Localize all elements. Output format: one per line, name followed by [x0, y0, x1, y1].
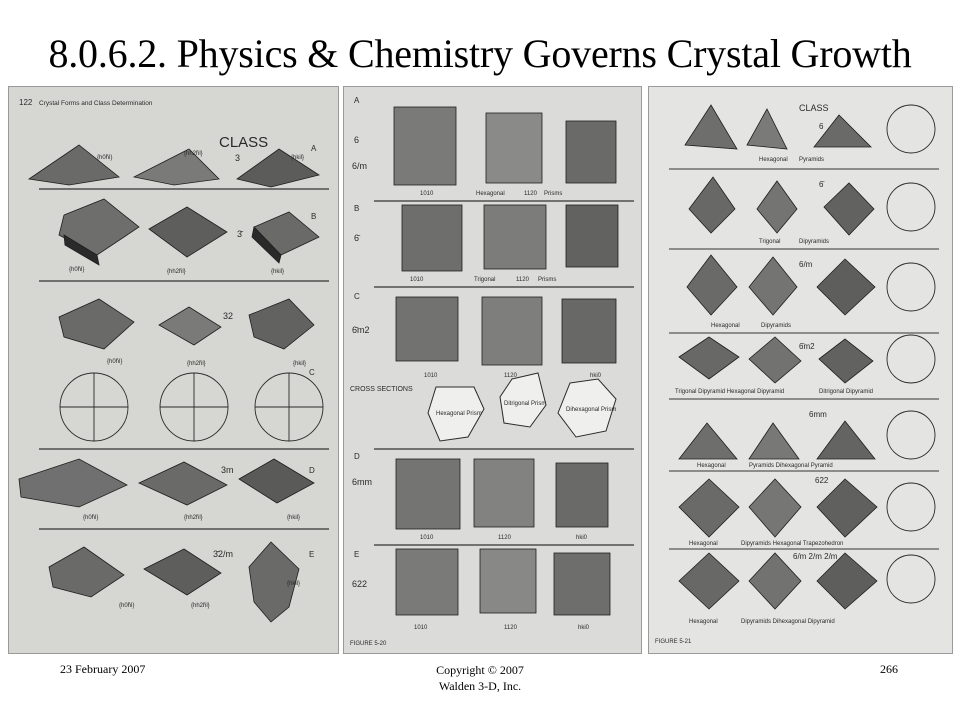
form-a3: {hkil}: [291, 155, 305, 161]
row1-label: Hexagonal: [759, 157, 788, 163]
row2-label2: Dipyramids: [799, 239, 830, 245]
form-b2: {hh2h̄l}: [167, 269, 186, 275]
page-122-drawing: [9, 87, 338, 653]
class-32-label: 32: [223, 311, 234, 321]
ditrigonal-dipyramid-4: [819, 339, 873, 383]
trigonal-pyramid-2: [134, 149, 219, 185]
form-a2: {hh2h̄l}: [184, 151, 203, 157]
hexagonal-dipyramid-1: [687, 255, 737, 315]
class-32m-label: 3̄2/m: [213, 549, 234, 559]
form-d1: {h0h̄l}: [83, 515, 99, 521]
row-c-crystals: [59, 299, 314, 349]
row-a-name: Hexagonal: [476, 191, 505, 197]
ditrigonal-prism-1: [396, 297, 458, 361]
ditrigonal-prism-3: [562, 299, 616, 363]
ditrigonal-pyramid-1: [19, 459, 127, 507]
row-d-letter: D: [354, 452, 360, 461]
hexagonal-dipyramid-7: [679, 553, 739, 609]
class-heading: CLASS: [219, 134, 269, 151]
hexagonal-dipyramid-6b: [749, 479, 801, 537]
form-a1: {h0h̄l}: [97, 155, 113, 161]
index-e3: hki0: [578, 625, 590, 631]
footer-copyright-line1: Copyright © 2007: [436, 663, 524, 677]
row-c-letter: C: [309, 368, 315, 377]
row-b-name2: Prisms: [538, 277, 557, 283]
row3-class: 6/m: [799, 260, 813, 269]
section-name-2: Ditrigonal Prism: [504, 401, 547, 407]
form-d2: {hh2h̄l}: [184, 515, 203, 521]
stereonet-row6: [887, 483, 935, 531]
class-3bar-label: 3̄: [237, 229, 243, 239]
row6-label: Hexagonal: [689, 541, 718, 547]
hexagonal-dipyramid-7b: [749, 553, 801, 609]
row6-class: 622: [815, 476, 829, 485]
row-d-crystals: [19, 459, 314, 507]
trigonal-trapezohedron-1: [59, 299, 134, 349]
row5-label: Hexagonal: [697, 463, 726, 469]
running-head: Crystal Forms and Class Determination: [39, 100, 153, 107]
footer-page-number: 266: [880, 662, 898, 676]
row2-label: Trigonal: [759, 239, 781, 245]
index-b2: 1120: [516, 277, 529, 283]
index-d2: 1120: [498, 535, 511, 541]
row6-label2: Dipyramids Hexagonal Trapezohedron: [741, 541, 844, 547]
trigonal-dipyramid-3: [824, 183, 874, 235]
prism-622-2: [480, 549, 536, 613]
row-b-crystals: [59, 199, 319, 265]
class-3m-label: 3m: [221, 465, 234, 475]
form-c1: {h0h̄l}: [107, 359, 123, 365]
row1-class: 6: [819, 122, 824, 131]
row-a-crystals: [29, 145, 319, 187]
trigonal-trapezohedron-2: [159, 307, 221, 345]
form-e2: {hh2h̄l}: [191, 603, 210, 609]
stereonets-row-c: [60, 373, 323, 441]
page-number: 122: [19, 98, 33, 107]
section-name-1: Hexagonal Prism: [436, 411, 482, 417]
footer-copyright: [380, 662, 580, 694]
prism-622-3: [554, 553, 610, 615]
hexagonal-pyramid-3: [814, 115, 871, 147]
prism-622-1: [396, 549, 458, 615]
class-6m2-label: 6̄m2: [352, 325, 370, 335]
figure-label-5-21: FIGURE 5-21: [655, 639, 692, 645]
row2-class: 6̄: [819, 180, 824, 189]
stereonet-row4: [887, 335, 935, 383]
class-622-label: 622: [352, 579, 368, 589]
stereonet-row1: [887, 105, 935, 153]
row4-label2: Ditrigonal Dipyramid: [819, 389, 874, 395]
class-6bar-label: 6̄: [354, 233, 360, 243]
cross-sections-label: CROSS SECTIONS: [350, 386, 413, 393]
section-name-3: Dihexagonal Prism: [566, 407, 617, 413]
index-c3: hki0: [590, 373, 602, 379]
hexagonal-scalenohedron-1: [49, 547, 124, 597]
dihexagonal-prism-2: [474, 459, 534, 527]
row-a-name2: Prisms: [544, 191, 563, 197]
index-b1: 1010: [410, 277, 424, 283]
class-heading-3: CLASS: [799, 103, 829, 113]
stereonet-row5: [887, 411, 935, 459]
trigonal-dipyramid-2: [757, 181, 797, 233]
stereonet-row2: [887, 183, 935, 231]
hexagonal-dipyramid-3: [817, 259, 875, 315]
index-c1: 1010: [424, 373, 438, 379]
stereonet-row7: [887, 555, 935, 603]
row7-label: Hexagonal: [689, 619, 718, 625]
dihexagonal-prism-3: [556, 463, 608, 527]
hexagonal-dipyramid-6: [679, 479, 739, 537]
footer-copyright-line2: Walden 3-D, Inc.: [438, 679, 522, 693]
form-b3: {hkil}: [271, 269, 285, 275]
row-a-letter: A: [354, 96, 360, 105]
trigonal-prism-3: [566, 205, 618, 267]
hexagonal-prism-1: [394, 107, 456, 185]
row6-crystals: [679, 479, 877, 537]
hexagonal-pyramid-1: [685, 105, 737, 149]
hexagonal-pyramid-5b: [749, 423, 799, 459]
hexagonal-dipyramid-4: [749, 337, 801, 383]
trigonal-pyramid-1: [29, 145, 119, 185]
row-b-letter: B: [311, 212, 317, 221]
row4-class: 6̄m2: [799, 342, 815, 351]
row-c-letter: C: [354, 292, 360, 301]
row7-label2: Dipyramids Dihexagonal Dipyramid: [741, 619, 835, 625]
index-e1: 1010: [414, 625, 428, 631]
trigonal-pyramid-3: [237, 149, 319, 187]
row-b-prisms: [402, 205, 618, 271]
hexagonal-dipyramid-2: [749, 257, 797, 315]
textbook-page-photo-prisms: [343, 86, 642, 654]
form-c3: {hkil}: [293, 361, 307, 367]
index-d3: hki0: [576, 535, 588, 541]
row-e-prisms: [396, 549, 610, 615]
slide-title: 8.0.6.2. Physics & Chemistry Governs Crystal Growth: [48, 31, 912, 76]
row2-crystals: [689, 177, 874, 235]
row-d-letter: D: [309, 466, 315, 475]
row-b-name: Trigonal: [474, 277, 496, 283]
hexagonal-pyramid-2: [747, 109, 787, 149]
dihexagonal-prism-1: [396, 459, 460, 529]
form-c2: {hh2h̄l}: [187, 361, 206, 367]
row-c-prisms: [396, 297, 616, 365]
row3-crystals: [687, 255, 875, 315]
row7-crystals: [679, 553, 877, 609]
row1-label2: Pyramids: [799, 157, 825, 163]
dipyramids-drawing: [649, 87, 952, 653]
index-e2: 1120: [504, 625, 517, 631]
trapezohedron-6: [817, 479, 877, 537]
class-6mm-label: 6mm: [352, 477, 372, 487]
class-6-label: 6: [354, 135, 360, 145]
trigonal-dipyramid-1: [689, 177, 735, 233]
row-e-letter: E: [354, 550, 360, 559]
hexagonal-prism-2: [486, 113, 542, 183]
trigonal-dipyramid-4: [679, 337, 739, 379]
index-d1: 1010: [420, 535, 434, 541]
stereonet-row3: [887, 263, 935, 311]
row-e-crystals: [49, 542, 299, 622]
ditrigonal-prism-2: [482, 297, 542, 365]
ditrigonal-pyramid-3: [239, 459, 314, 503]
row-a-prisms: [394, 107, 616, 185]
row-d-prisms: [396, 459, 608, 529]
row5-class: 6mm: [809, 410, 827, 419]
trigonal-prism-2: [484, 205, 546, 269]
hexagonal-pyramid-5a: [679, 423, 737, 459]
form-e1: {h0h̄l}: [119, 603, 135, 609]
row4-label: Trigonal Dipyramid Hexagonal Dipyramid: [675, 389, 785, 395]
row-b-letter: B: [354, 204, 360, 213]
textbook-page-photo-dipyramids: [648, 86, 953, 654]
ditrigonal-section: [500, 373, 546, 427]
ditrigonal-pyramid-2: [139, 462, 227, 505]
row3-label2: Dipyramids: [761, 323, 792, 329]
row3-label: Hexagonal: [711, 323, 740, 329]
hexagonal-prism-3: [566, 121, 616, 183]
row-a-letter: A: [311, 144, 317, 153]
dihexagonal-pyramid-5: [817, 421, 875, 459]
hexagonal-scalenohedron-2: [144, 549, 221, 595]
class-3-label: 3: [235, 153, 241, 163]
index-c2: 1120: [504, 373, 517, 379]
textbook-page-photo-122: [8, 86, 339, 654]
trigonal-trapezohedron-3: [249, 299, 314, 349]
row5-label2: Pyramids Dihexagonal Pyramid: [749, 463, 833, 469]
class-6m-label: 6/m: [352, 161, 368, 171]
prisms-drawing: [344, 87, 641, 653]
rhombohedron-2: [149, 207, 227, 257]
index-a1: 1010: [420, 191, 434, 197]
trigonal-prism-1: [402, 205, 462, 271]
form-b1: {h0h̄l}: [69, 267, 85, 273]
form-d3: {hkil}: [287, 515, 301, 521]
row7-class: 6/m 2/m 2/m: [793, 552, 838, 561]
dihexagonal-dipyramid-7: [817, 553, 877, 609]
row-e-letter: E: [309, 550, 315, 559]
form-e3: {hkil}: [287, 581, 301, 587]
row4-crystals: [679, 337, 873, 383]
footer-date: 23 February 2007: [60, 662, 146, 676]
figure-label-5-20: FIGURE 5-20: [350, 641, 387, 647]
row5-crystals: [679, 421, 875, 459]
row1-crystals: [685, 105, 871, 149]
index-a2: 1120: [524, 191, 537, 197]
